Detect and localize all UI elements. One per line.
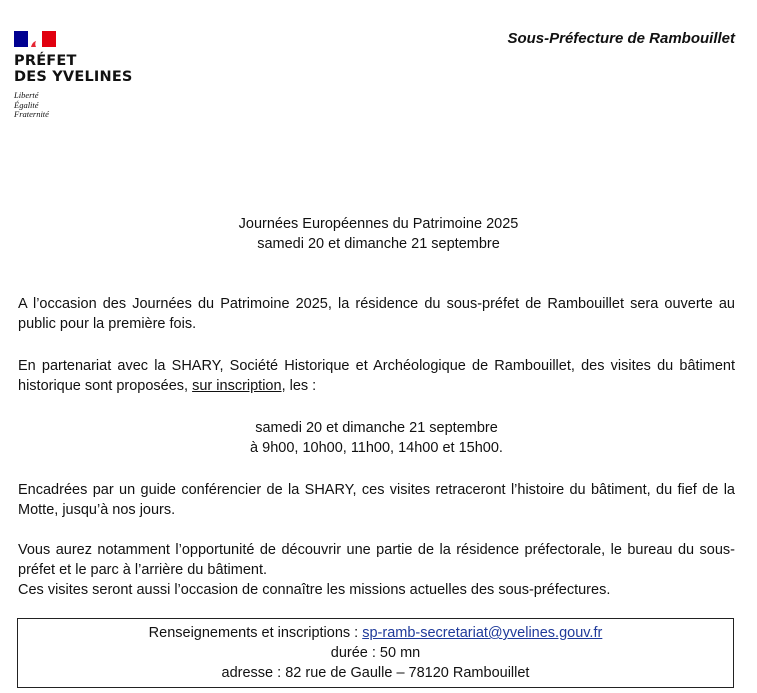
event-title-line2: samedi 20 et dimanche 21 septembre [257,236,500,252]
contact-email-link[interactable]: sp-ramb-secretariat@yvelines.gouv.fr [362,625,603,641]
marianne-icon [25,31,45,47]
visit-address: adresse : 82 rue de Gaulle – 78120 Rambouillet [221,665,530,681]
contact-label: Renseignements et inscriptions : [148,625,363,641]
schedule-times: à 9h00, 10h00, 11h00, 14h00 et 15h00. [250,440,503,456]
office-name: Sous-Préfecture de Rambouillet [507,30,735,47]
visit-duration: durée : 50 mn [330,645,421,661]
registration-link[interactable]: sur inscription [192,378,282,394]
logo-title-line2: DES YVELINES [14,69,133,85]
french-flag-icon [14,31,56,47]
partnership-text: En partenariat avec la SHARY, Société Historique et Archéologique de Rambouillet, des visites du bâtiment historique sont proposées, [18,358,735,394]
motto-egalite: Égalité [14,99,39,110]
event-title-line1: Journées Européennes du Patrimoine 2025 [238,216,519,232]
partnership-text-end: , les : [281,378,317,394]
opportunity-paragraph [18,540,735,600]
republic-motto [14,91,133,120]
visit-schedule [18,418,735,458]
partnership-paragraph [18,356,735,396]
missions-text: Ces visites seront aussi l’occasion de connaître les missions actuelles des sous-préfectures. [18,582,611,598]
info-box [17,618,734,688]
motto-fraternite: Fraternité [14,109,49,119]
event-title [0,214,757,254]
logo-title-line1: PRÉFET [14,53,77,69]
contact-line [18,623,733,643]
intro-paragraph: A l’occasion des Journées du Patrimoine 2025, la résidence du sous-préfet de Rambouillet sera ouverte au public pour la première fois. [18,296,735,332]
motto-liberte: Liberté [14,90,39,100]
logo-title [14,53,133,85]
schedule-dates: samedi 20 et dimanche 21 septembre [255,420,498,436]
guide-paragraph: Encadrées par un guide conférencier de la SHARY, ces visites retraceront l’histoire du bâtiment, du fief de la Motte, jusqu’à nos jours. [18,482,735,518]
opportunity-text: Vous aurez notamment l’opportunité de découvrir une partie de la résidence préfectorale, le bureau du sous-préfet et le parc à l’arrière du bâtiment. [18,542,735,578]
prefecture-logo [14,31,133,120]
